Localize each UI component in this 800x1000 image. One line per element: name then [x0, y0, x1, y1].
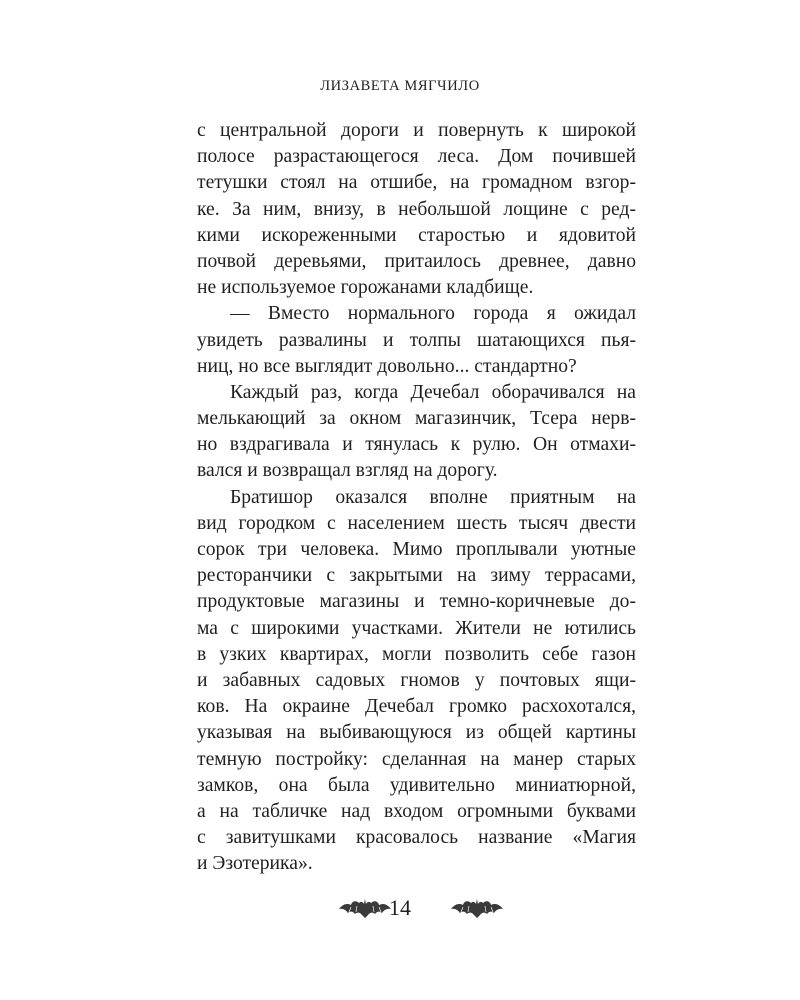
text-line: ма с широкими участками. Жители не ютились	[197, 617, 636, 639]
text-line: полосе разрастающегося леса. Дом почившей	[197, 146, 636, 168]
text-line: тетушки стоял на отшибе, на громадном взгор-	[197, 172, 636, 194]
text-line: не используемое горожанами кладбище.	[197, 277, 534, 299]
text-line: ниц, но все выглядит довольно... стандартно?	[197, 355, 577, 377]
text-line: и Эзотерика».	[197, 853, 313, 875]
page-footer	[0, 893, 800, 927]
text-line: Братишор оказался вполне приятным на	[230, 486, 636, 508]
text-line: ресторанчики с закрытыми на зиму террасами,	[197, 565, 636, 587]
text-line: вид городком с населением шесть тысяч двести	[197, 512, 636, 534]
text-line: указывая на выбивающуюся из общей картины	[197, 722, 636, 744]
text-line: темную постройку: сделанная на манер старых	[197, 748, 636, 770]
text-line: вался и возвращал взгляд на дорогу.	[197, 460, 498, 482]
body-text	[197, 118, 636, 877]
text-line: замков, она была удивительно миниатюрной,	[197, 774, 636, 796]
text-line: сорок три человека. Мимо проплывали уютные	[197, 539, 636, 560]
text-line: и забавных садовых гномов у почтовых ящи-	[197, 669, 636, 691]
text-line: — Вместо нормального города я ожидал	[230, 303, 636, 325]
text-line: почвой деревьями, притаилось древнее, давно	[197, 250, 636, 272]
text-line: кими искореженными старостью и ядовитой	[197, 224, 636, 246]
text-line: Каждый раз, когда Дечебал оборачивался на	[230, 381, 636, 403]
bat-ornament-icon	[449, 895, 505, 921]
text-line: с завитушками красовалось название «Магия	[197, 827, 636, 849]
text-line: в узких квартирах, могли позволить себе газон	[197, 643, 636, 665]
text-line: мелькающий за окном магазинчик, Тсера нерв-	[197, 408, 636, 430]
text-line: ков. На окраине Дечебал громко расхохотался,	[197, 696, 636, 718]
text-line: но вздрагивала и тянулась к рулю. Он отмахи-	[197, 434, 636, 456]
text-line: продуктовые магазины и темно-коричневые до-	[197, 591, 636, 613]
text-line: а на табличке над входом огромными буквами	[197, 800, 636, 822]
page-number: 14	[389, 895, 411, 920]
text-line: увидеть развалины и толпы шатающихся пья-	[197, 329, 636, 351]
text-line: ке. За ним, внизу, в небольшой лощине с ред-	[197, 198, 636, 220]
running-header: ЛИЗАВЕТА МЯГЧИЛО	[320, 78, 480, 94]
text-line: с центральной дороги и повернуть к широкой	[197, 120, 636, 141]
